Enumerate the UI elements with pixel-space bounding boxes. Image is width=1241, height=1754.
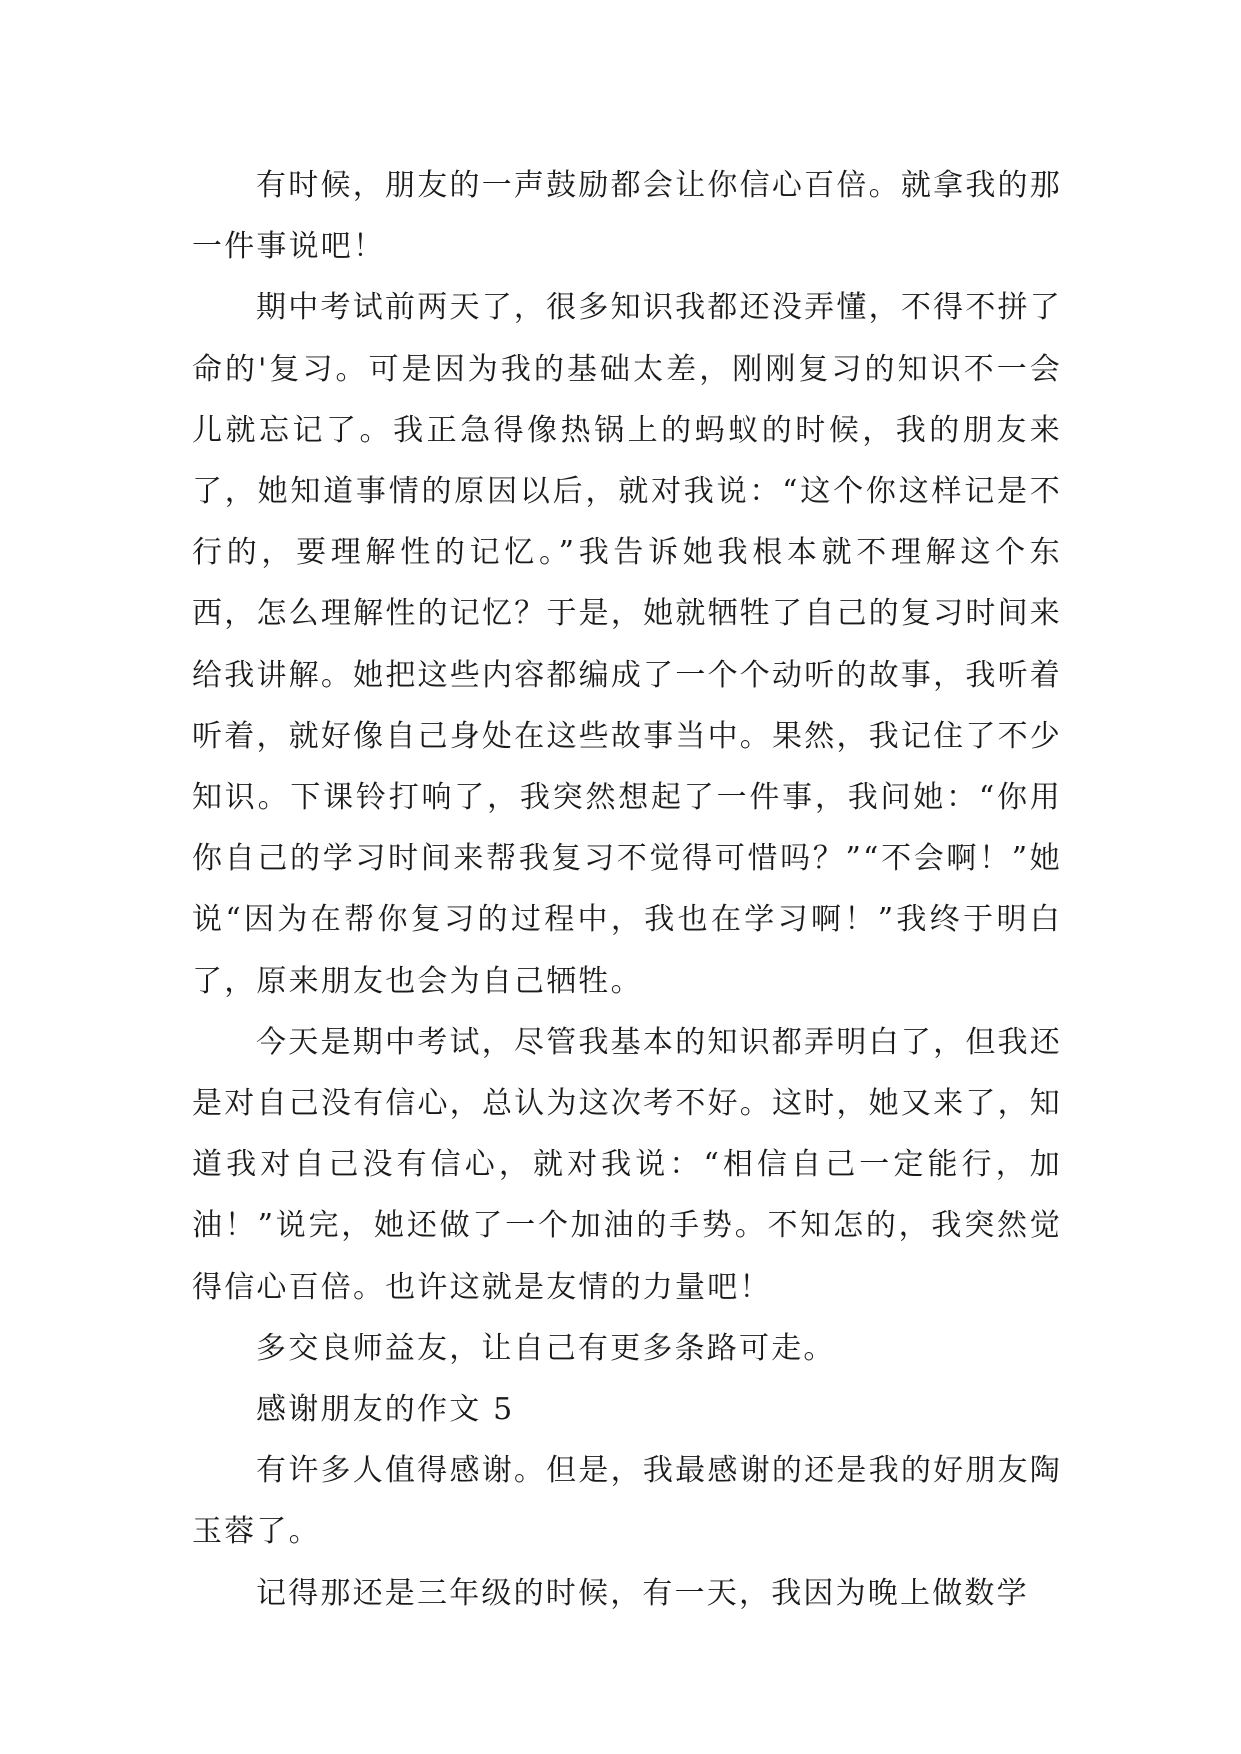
section-heading: 感谢朋友的作文 5 bbox=[256, 1392, 515, 1428]
paragraph-grateful-friend: 有许多人值得感谢。但是，我最感谢的还是我的好朋友陶玉蓉了。 bbox=[192, 1453, 1062, 1550]
paragraph-exam-day: 今天是期中考试，尽管我基本的知识都弄明白了，但我还是对自己没有信心，总认为这次考不好。这时，她又来了，知道我对自己没有信心，就对我说：“相信自己一定能行，加油！”说完，她还做了一个加油的手势。不知怎的，我突然觉得信心百倍。也许这就是友情的力量吧！ bbox=[192, 1024, 1062, 1305]
paragraph-third-grade: 记得那还是三年级的时候，有一天，我因为晚上做数学 bbox=[256, 1575, 1029, 1611]
paragraph-good-friends: 多交良师益友，让自己有更多条路可走。 bbox=[256, 1330, 836, 1366]
paragraph-midterm-review: 期中考试前两天了，很多知识我都还没弄懂，不得不拼了命的'复习。可是因为我的基础太差，刚刚复习的知识不一会儿就忘记了。我正急得像热锅上的蚂蚁的时候，我的朋友来了，她知道事情的原因以后，就对我说：“这个你这样记是不行的，要理解性的记忆。”我告诉她我根本就不理解这个东西，怎么理解性的记忆？于是，她就牺牲了自己的复习时间来给我讲解。她把这些内容都编成了一个个动听的故事，我听着听着，就好像自己身处在这些故事当中。果然，我记住了不少知识。下课铃打响了，我突然想起了一件事，我问她：“你用你自己的学习时间来帮我复习不觉得可惜吗？”“不会啊！”她说“因为在帮你复习的过程中，我也在学习啊！”我终于明白了，原来朋友也会为自己牺牲。 bbox=[192, 290, 1062, 999]
document-body bbox=[192, 155, 1062, 1624]
paragraph-encouragement-intro: 有时候，朋友的一声鼓励都会让你信心百倍。就拿我的那一件事说吧！ bbox=[192, 168, 1062, 265]
